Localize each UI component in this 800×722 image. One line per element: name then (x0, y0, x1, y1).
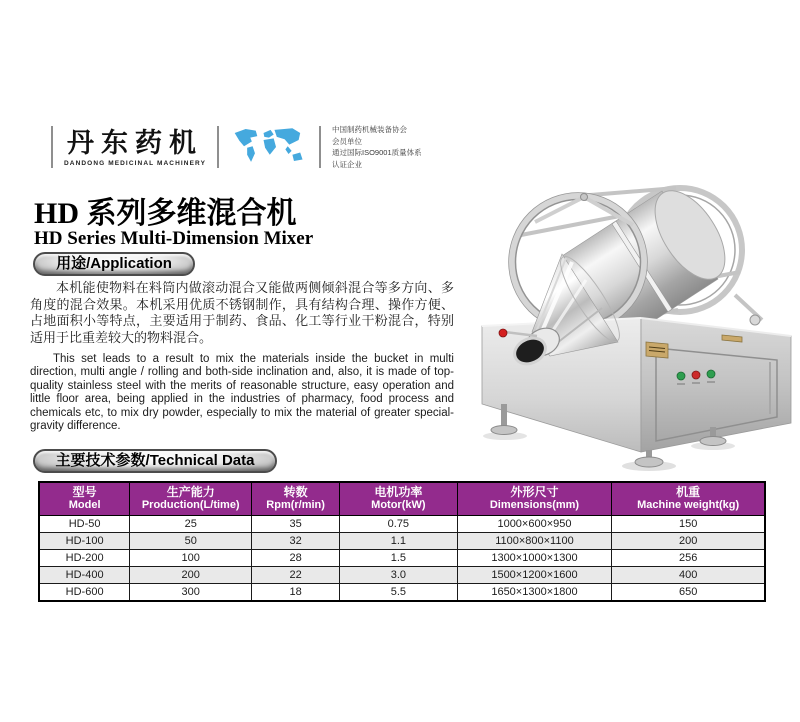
technical-data-table (38, 481, 766, 602)
brand-name-cn: 丹东药机 (67, 127, 203, 158)
red-knob (499, 329, 507, 337)
brand-name-en: DANDONG MEDICINAL MACHINERY (64, 159, 207, 167)
col-production: 生产能力 Production(L/time) (130, 482, 252, 516)
table-row: HD-100 50 32 1.1 1100×800×1100 200 (39, 533, 765, 550)
col-rpm: 转数 Rpm(r/min) (252, 482, 340, 516)
world-map-icon (230, 124, 308, 170)
table-header-row (39, 482, 765, 516)
brand-header (40, 124, 422, 170)
certification-text: 中国制药机械装备协会 会员单位 通过国际ISO9001质量体系 认证企业 (332, 125, 422, 169)
divider-bar (51, 126, 53, 168)
table-row: HD-50 25 35 0.75 1000×600×950 150 (39, 516, 765, 533)
col-dimensions: 外形尺寸 Dimensions(mm) (457, 482, 612, 516)
col-weight: 机重 Machine weight(kg) (612, 482, 765, 516)
table-row: HD-600 300 18 5.5 1650×1300×1800 650 (39, 584, 765, 602)
table-row: HD-400 200 22 3.0 1500×1200×1600 400 (39, 567, 765, 584)
divider-bar (319, 126, 321, 168)
machine-photo (452, 176, 800, 472)
technical-section-badge: 主要技术参数/Technical Data (33, 449, 277, 473)
application-section-badge: 用途/Application (33, 252, 195, 276)
application-text-zh: 本机能使物料在料筒内做滚动混合又能做两侧倾斜混合等多方向、多角度的混合效果。本机采用优质不锈钢制作，具有结构合理、操作方便、占地面积小等特点，主要适用于制药、食品、化工等行业干粉混合，特别适用于比重差较大的物料混合。 (30, 280, 454, 345)
page-title-cn: HD 系列多维混合机 (34, 197, 297, 230)
table-row: HD-200 100 28 1.5 1300×1000×1300 256 (39, 550, 765, 567)
brand-logo (64, 128, 206, 167)
divider-bar (217, 126, 219, 168)
page-title-en: HD Series Multi-Dimension Mixer (34, 228, 314, 249)
col-model: 型号 Model (39, 482, 130, 516)
application-text-en: This set leads to a result to mix the materials inside the bucket in multi direction, multi angle / rolling and both-side inclination and, also, it is made of top-quality stainless steel with the merits of reasonable structure, easy operation and little floor area, being applied in the industries of pharmacy, food process and chemicals etc, to mix dry powder, especially to mix the material of greater special-gravity difference. (30, 353, 454, 433)
ring-pivot (750, 315, 760, 325)
col-motor: 电机功率 Motor(kW) (340, 482, 458, 516)
